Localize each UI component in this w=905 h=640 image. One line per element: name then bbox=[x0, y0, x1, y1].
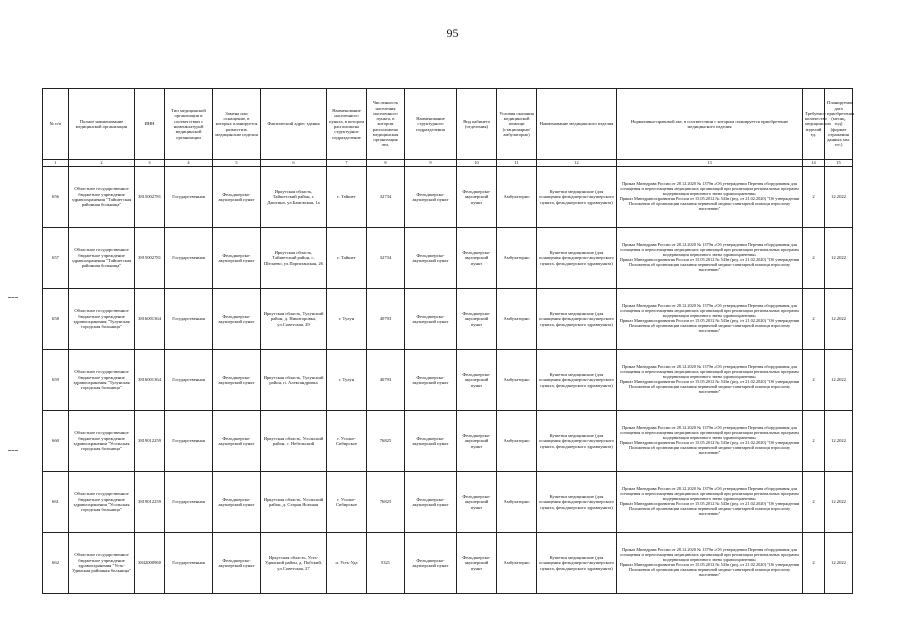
organization-type: Государственная bbox=[165, 533, 213, 594]
organization-type: Государственная bbox=[165, 228, 213, 289]
quantity: 2 bbox=[803, 411, 825, 472]
table-row bbox=[43, 289, 853, 350]
column-header: Численность населения населенного пункта, в котором расположено медицинская организация чел. bbox=[367, 89, 405, 160]
purchase-date: 12.2022 bbox=[825, 533, 853, 594]
quantity: 2 bbox=[803, 533, 825, 594]
inn: 3815002781 bbox=[135, 167, 165, 228]
column-header: Условия оказания медицинской помощи (стационарно/ амбулаторно) bbox=[497, 89, 537, 160]
purchase-date: 12.2022 bbox=[825, 167, 853, 228]
cabinet-type: Фельдшерско-акушерский пункт bbox=[457, 289, 497, 350]
column-number: 5 bbox=[213, 160, 261, 167]
cabinet-type: Фельдшерско-акушерский пункт bbox=[457, 167, 497, 228]
population: 32734 bbox=[367, 228, 405, 289]
purchase-date: 12.2022 bbox=[825, 228, 853, 289]
device-name: Кушетки медицинские (для оснащения фельдшерско-акушерского пункта, фельдшерского здравпункта) bbox=[537, 350, 617, 411]
structural-unit: Фельдшерско-акушерский пункт bbox=[405, 289, 457, 350]
row-number: 658 bbox=[43, 289, 69, 350]
column-header: ИНН bbox=[135, 89, 165, 160]
column-number: 14 bbox=[803, 160, 825, 167]
address: Иркутская область, Тайшетский район, с. Шелаево, ул.Партизанская, 26 bbox=[261, 228, 327, 289]
structural-unit: Фельдшерско-акушерский пункт bbox=[405, 167, 457, 228]
organization-type: Государственная bbox=[165, 350, 213, 411]
legal-act: Приказ Минздрава России от 28.12.2020 № 1379н «Об утверждении Перечня оборудования для оснащения и переоснащения медицинских организаций при реализации региональных программ модернизации первичного звена здравоохранения» Приказ Минздравсоцразвития России от 15.05.2012 № 543н (ред. от 21.02.2020) "Об утверждении Положения об организации оказания первичной медико-санитарной помощи взрослому населению" bbox=[617, 350, 803, 411]
column-number-row bbox=[43, 160, 853, 167]
row-number: 659 bbox=[43, 350, 69, 411]
table-row bbox=[43, 350, 853, 411]
placement: Фельдшерско-акушерский пункт bbox=[213, 411, 261, 472]
care-conditions: Амбулаторно bbox=[497, 167, 537, 228]
placement: Фельдшерско-акушерский пункт bbox=[213, 533, 261, 594]
care-conditions: Амбулаторно bbox=[497, 289, 537, 350]
quantity: 2 bbox=[803, 167, 825, 228]
placement: Фельдшерско-акушерский пункт bbox=[213, 167, 261, 228]
care-conditions: Амбулаторно bbox=[497, 411, 537, 472]
device-name: Кушетки медицинские (для оснащения фельдшерско-акушерского пункта, фельдшерского здравпункта) bbox=[537, 472, 617, 533]
population: 76825 bbox=[367, 411, 405, 472]
table-row bbox=[43, 472, 853, 533]
column-number: 11 bbox=[497, 160, 537, 167]
column-header: Полное наименование медицинской организации bbox=[69, 89, 135, 160]
column-header: № п/п bbox=[43, 89, 69, 160]
column-number: 10 bbox=[457, 160, 497, 167]
row-number: 661 bbox=[43, 472, 69, 533]
quantity: 2 bbox=[803, 228, 825, 289]
organization-name: Областное государственное бюджетное учреждение здравоохранения "Тайшетская районная больница" bbox=[69, 167, 135, 228]
column-number: 7 bbox=[327, 160, 367, 167]
column-header: Замена или оснащение, в которых планируется разместить медицинские изделия bbox=[213, 89, 261, 160]
margin-mark bbox=[8, 450, 18, 452]
settlement: п. Усть-Уда bbox=[327, 533, 367, 594]
cabinet-type: Фельдшерско-акушерский пункт bbox=[457, 228, 497, 289]
organization-name: Областное государственное бюджетное учреждение здравоохранения "Тайшетская районная больница" bbox=[69, 228, 135, 289]
column-number: 4 bbox=[165, 160, 213, 167]
settlement: г. Тайшет bbox=[327, 167, 367, 228]
inn: 3815002781 bbox=[135, 228, 165, 289]
row-number: 656 bbox=[43, 167, 69, 228]
column-number: 6 bbox=[261, 160, 327, 167]
column-header: Требуемое количество медицинских изделий ед. bbox=[803, 89, 825, 160]
legal-act: Приказ Минздрава России от 28.12.2020 № 1379н «Об утверждении Перечня оборудования для оснащения и переоснащения медицинских организаций при реализации региональных программ модернизации первичного звена здравоохранения» Приказ Минздравсоцразвития России от 15.05.2012 № 543н (ред. от 21.02.2020) "Об утверждении Положения об организации оказания первичной медико-санитарной помощи взрослому населению" bbox=[617, 228, 803, 289]
legal-act: Приказ Минздрава России от 28.12.2020 № 1379н «Об утверждении Перечня оборудования для оснащения и переоснащения медицинских организаций при реализации региональных программ модернизации первичного звена здравоохранения» Приказ Минздравсоцразвития России от 15.05.2012 № 543н (ред. от 21.02.2020) "Об утверждении Положения об организации оказания первичной медико-санитарной помощи взрослому населению" bbox=[617, 411, 803, 472]
legal-act: Приказ Минздрава России от 28.12.2020 № 1379н «Об утверждении Перечня оборудования для оснащения и переоснащения медицинских организаций при реализации региональных программ модернизации первичного звена здравоохранения» Приказ Минздравсоцразвития России от 15.05.2012 № 543н (ред. от 21.02.2020) "Об утверждении Положения об организации оказания первичной медико-санитарной помощи взрослому населению" bbox=[617, 289, 803, 350]
purchase-date: 12.2022 bbox=[825, 411, 853, 472]
column-number: 9 bbox=[405, 160, 457, 167]
column-header: Фактический адрес здания bbox=[261, 89, 327, 160]
care-conditions: Амбулаторно bbox=[497, 472, 537, 533]
settlement: г. Усолье-Сибирское bbox=[327, 411, 367, 472]
column-header: Вид кабинета (отделения) bbox=[457, 89, 497, 160]
cabinet-type: Фельдшерско-акушерский пункт bbox=[457, 411, 497, 472]
placement: Фельдшерско-акушерский пункт bbox=[213, 472, 261, 533]
structural-unit: Фельдшерско-акушерский пункт bbox=[405, 228, 457, 289]
settlement: г. Тайшет bbox=[327, 228, 367, 289]
organization-name: Областное государственное бюджетное учреждение здравоохранения "Тулунская городская больница" bbox=[69, 350, 135, 411]
inn: 3816001364 bbox=[135, 289, 165, 350]
care-conditions: Амбулаторно bbox=[497, 350, 537, 411]
address: Иркутская область, Тулунский район, д. Никиторовка, ул.Советская, 29 bbox=[261, 289, 327, 350]
table-row bbox=[43, 533, 853, 594]
column-number: 15 bbox=[825, 160, 853, 167]
address: Иркутская область, Усть-Удинский район, д. Побский, ул.Советская, 27 bbox=[261, 533, 327, 594]
population: 5321 bbox=[367, 533, 405, 594]
placement: Фельдшерско-акушерский пункт bbox=[213, 350, 261, 411]
column-header: Наименование медицинского изделия bbox=[537, 89, 617, 160]
column-header: Нормативно-правовой акт, в соответствии с которым планируется приобретение медицинского изделия bbox=[617, 89, 803, 160]
row-number: 657 bbox=[43, 228, 69, 289]
settlement: г. Тулун bbox=[327, 289, 367, 350]
device-name: Кушетки медицинские (для оснащения фельдшерско-акушерского пункта, фельдшерского здравпункта) bbox=[537, 411, 617, 472]
column-header: Наименование структурного подразделения bbox=[405, 89, 457, 160]
cabinet-type: Фельдшерско-акушерский пункт bbox=[457, 533, 497, 594]
purchase-date: 12.2022 bbox=[825, 350, 853, 411]
address: Иркутская область, Усольский район, с. Небельский bbox=[261, 411, 327, 472]
placement: Фельдшерско-акушерский пункт bbox=[213, 228, 261, 289]
address: Иркутская область, Тулунский район, п. Александровка bbox=[261, 350, 327, 411]
column-number: 1 bbox=[43, 160, 69, 167]
organization-name: Областное государственное бюджетное учреждение здравоохранения "Усольская городская больница" bbox=[69, 472, 135, 533]
device-name: Кушетки медицинские (для оснащения фельдшерско-акушерского пункта, фельдшерского здравпункта) bbox=[537, 228, 617, 289]
settlement: г. Тулун bbox=[327, 350, 367, 411]
organization-type: Государственная bbox=[165, 472, 213, 533]
organization-name: Областное государственное бюджетное учреждение здравоохранения "Усольская городская больница" bbox=[69, 411, 135, 472]
quantity: 2 bbox=[803, 472, 825, 533]
inn: 3819012259 bbox=[135, 472, 165, 533]
column-number: 3 bbox=[135, 160, 165, 167]
device-name: Кушетки медицинские (для оснащения фельдшерско-акушерского пункта, фельдшерского здравпункта) bbox=[537, 167, 617, 228]
inn: 3816001364 bbox=[135, 350, 165, 411]
equipment-registry-table bbox=[42, 88, 853, 594]
settlement: г. Усолье-Сибирское bbox=[327, 472, 367, 533]
legal-act: Приказ Минздрава России от 28.12.2020 № 1379н «Об утверждении Перечня оборудования для оснащения и переоснащения медицинских организаций при реализации региональных программ модернизации первичного звена здравоохранения» Приказ Минздравсоцразвития России от 15.05.2012 № 543н (ред. от 21.02.2020) "Об утверждении Положения об организации оказания первичной медико-санитарной помощи взрослому населению" bbox=[617, 533, 803, 594]
organization-type: Государственная bbox=[165, 167, 213, 228]
table-row bbox=[43, 411, 853, 472]
population: 40793 bbox=[367, 289, 405, 350]
column-number: 2 bbox=[69, 160, 135, 167]
structural-unit: Фельдшерско-акушерский пункт bbox=[405, 472, 457, 533]
population: 32734 bbox=[367, 167, 405, 228]
population: 40793 bbox=[367, 350, 405, 411]
organization-name: Областное государственное бюджетное учреждение здравоохранения "Тулунская городская больница" bbox=[69, 289, 135, 350]
structural-unit: Фельдшерско-акушерский пункт bbox=[405, 411, 457, 472]
address: Иркутская область, Тайшетский район, г. Джогино, ул.Бамовская, 1а bbox=[261, 167, 327, 228]
device-name: Кушетки медицинские (для оснащения фельдшерско-акушерского пункта, фельдшерского здравпункта) bbox=[537, 533, 617, 594]
quantity: 2 bbox=[803, 350, 825, 411]
quantity: 2 bbox=[803, 289, 825, 350]
column-header: Тип медицинской организации в соответствии с номенклатурой медицинской организации bbox=[165, 89, 213, 160]
inn: 3842000960 bbox=[135, 533, 165, 594]
purchase-date: 12.2022 bbox=[825, 289, 853, 350]
column-number: 13 bbox=[617, 160, 803, 167]
care-conditions: Амбулаторно bbox=[497, 533, 537, 594]
legal-act: Приказ Минздрава России от 28.12.2020 № 1379н «Об утверждении Перечня оборудования для оснащения и переоснащения медицинских организаций при реализации региональных программ модернизации первичного звена здравоохранения» Приказ Минздравсоцразвития России от 15.05.2012 № 543н (ред. от 21.02.2020) "Об утверждении Положения об организации оказания первичной медико-санитарной помощи взрослому населению" bbox=[617, 472, 803, 533]
inn: 3819012259 bbox=[135, 411, 165, 472]
population: 76825 bbox=[367, 472, 405, 533]
column-number: 12 bbox=[537, 160, 617, 167]
table-row bbox=[43, 228, 853, 289]
address: Иркутская область, Усольский район, д. Старая Ясачная bbox=[261, 472, 327, 533]
header-row bbox=[43, 89, 853, 160]
structural-unit: Фельдшерско-акушерский пункт bbox=[405, 350, 457, 411]
organization-name: Областное государственное бюджетное учреждение здравоохранения "Усть-Удинская районная больница" bbox=[69, 533, 135, 594]
legal-act: Приказ Минздрава России от 28.12.2020 № 1379н «Об утверждении Перечня оборудования для оснащения и переоснащения медицинских организаций при реализации региональных программ модернизации первичного звена здравоохранения» Приказ Минздравсоцразвития России от 15.05.2012 № 543н (ред. от 21.02.2020) "Об утверждении Положения об организации оказания первичной медико-санитарной помощи взрослому населению" bbox=[617, 167, 803, 228]
cabinet-type: Фельдшерско-акушерский пункт bbox=[457, 472, 497, 533]
column-header: Планируемая дата приобретения (месяц, год) (формат отражения данных мм. ггг.) bbox=[825, 89, 853, 160]
margin-mark bbox=[8, 297, 18, 299]
device-name: Кушетки медицинские (для оснащения фельдшерско-акушерского пункта, фельдшерского здравпункта) bbox=[537, 289, 617, 350]
page-number: 95 bbox=[446, 26, 459, 40]
organization-type: Государственная bbox=[165, 411, 213, 472]
row-number: 660 bbox=[43, 411, 69, 472]
table-row bbox=[43, 167, 853, 228]
cabinet-type: Фельдшерско-акушерский пункт bbox=[457, 350, 497, 411]
purchase-date: 12.2022 bbox=[825, 472, 853, 533]
structural-unit: Фельдшерско-акушерский пункт bbox=[405, 533, 457, 594]
placement: Фельдшерско-акушерский пункт bbox=[213, 289, 261, 350]
column-number: 8 bbox=[367, 160, 405, 167]
row-number: 662 bbox=[43, 533, 69, 594]
care-conditions: Амбулаторно bbox=[497, 228, 537, 289]
column-header: Наименование населенного пункта, в котором расположена структурное подразделение bbox=[327, 89, 367, 160]
organization-type: Государственная bbox=[165, 289, 213, 350]
